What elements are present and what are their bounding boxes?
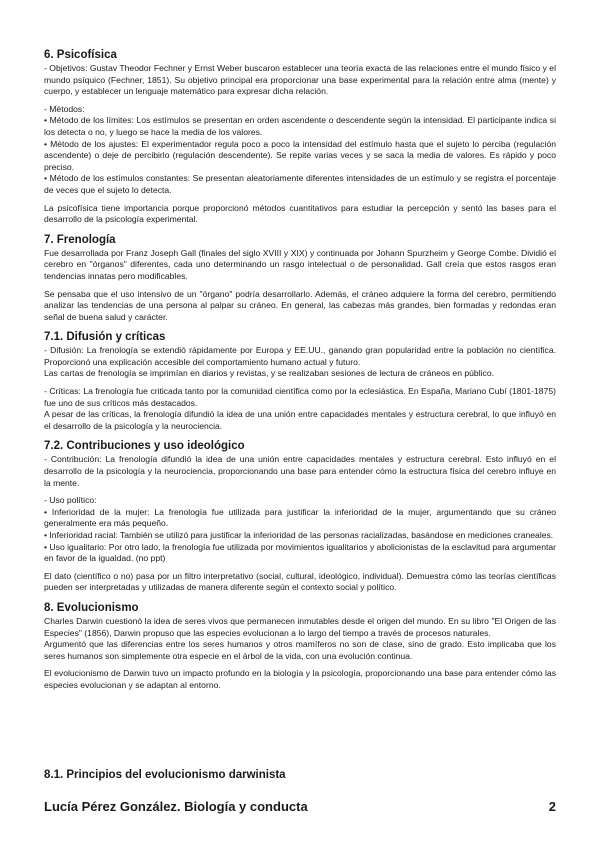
section-8-heading: 8. Evolucionismo bbox=[44, 601, 139, 614]
section-7-2-heading: 7.2. Contribuciones y uso ideológico bbox=[44, 440, 245, 453]
section-7-2-contribution: - Contribución: La frenología difundió la idea de una unión entre capacidades mentales y estructura cerebral. Esto influyó en el desarrollo de la psicología y la neurociencia, proporcionando una base para entender cómo la estructura física del cerebro influye en la mente. bbox=[44, 454, 556, 488]
section-7-2-egalitarian: • Uso igualitario: Por otro lado, la frenología fue utilizada por movimientos igualitarios y abolicionistas de la esclavitud para argumentar en favor de la igualdad. (no ppt) bbox=[44, 541, 556, 564]
section-6-conclusion: La psicofísica tiene importancia porque proporcionó métodos cuantitativos para estudiar la percepción y sentó las bases para el desarrollo de la psicología experimental. bbox=[44, 202, 556, 225]
section-7-1-diffusion: - Difusión: La frenología se extendió rápidamente por Europa y EE.UU., ganando gran popularidad entre la población no científica. Proporcionó una explicación accesible del comportamiento humano actual y futuro. bbox=[44, 345, 556, 367]
section-8-paragraph-3: El evolucionismo de Darwin tuvo un impacto profundo en la biología y la psicología, proporcionando una base para entender cómo las especies evolucionan y se adaptan al entorno. bbox=[44, 668, 556, 690]
footer-author: Lucía Pérez González. Biología y conducta bbox=[44, 799, 308, 814]
section-7-1-influence: A pesar de las críticas, la frenología difundió la idea de una unión entre capacidades mentales y estructura cerebral, lo que influyó en el desarrollo de la psicología y la neurociencia. bbox=[44, 409, 556, 431]
section-6-methods-label: - Métodos: bbox=[44, 103, 85, 114]
page-number: 2 bbox=[548, 799, 556, 814]
section-8-paragraph-2: Argumentó que las diferencias entre los seres humanos y otros mamíferos no son de clase, sino de grado. Esto implicaba que los seres humanos son simplemente otra especie en el árbol de la vida, con una evolución continua. bbox=[44, 639, 556, 661]
section-7-paragraph-1: Fue desarrollada por Franz Joseph Gall (finales del siglo XVIII y XIX) y continuada por Johann Spurzheim y George Combe. Dividió el cerebro en "órganos" diferentes, cada uno determinando un rasgo intelectual o de personalidad. Gall creía que estos rasgos eran tendencias innatas pero modificables. bbox=[44, 247, 556, 281]
section-6-method-adjustments: • Método de los ajustes: El experimentador regula poco a poco la intensidad del estímulo hasta que el sujeto lo perciba (regulación ascendente) o deje de percibirlo (regulación descendente). Se repite varias veces y se saca la media de valores. Es rápido y poco preciso. bbox=[44, 138, 556, 172]
section-7-2-political-label: - Uso político: bbox=[44, 495, 97, 506]
section-7-2-racial: • Inferioridad racial: También se utilizó para justificar la inferioridad de las personas racializadas, basándose en mediciones craneales. bbox=[44, 530, 554, 540]
section-8-1-heading: 8.1. Principios del evolucionismo darwinista bbox=[44, 769, 286, 781]
section-6-objectives: - Objetivos: Gustav Theodor Fechner y Ernst Weber buscaron establecer una teoría exacta de las relaciones entre el mundo físico y el mundo psíquico (Fechner, 1851). Su objetivo principal era proporcionar una base experimental para la relación entre alma (mente) y cuerpo, y establecer un lenguaje matemático para expresar dicha relación. bbox=[44, 63, 556, 97]
section-7-1-criticism: - Críticas: La frenología fue criticada tanto por la comunidad científica como por la eclesiástica. En España, Mariano Cubí (1801-1875) fue uno de sus críticos más destacados. bbox=[44, 386, 556, 408]
section-7-1-diffusion-cards: Las cartas de frenología se imprimían en diarios y revistas, y se realizaban sesiones de lectura de cráneos en público. bbox=[44, 368, 494, 379]
section-7-paragraph-2: Se pensaba que el uso intensivo de un "órgano" podría desarrollarlo. Además, el cráneo adquiere la forma del cerebro, permitiendo analizar las tendencias de una persona al palpar su cráneo. En general, las cabezas más grandes, bien formadas y redondas eran señal de buena salud y carácter. bbox=[44, 288, 556, 322]
section-6-method-constant: • Método de los estímulos constantes: Se presentan aleatoriamente diferentes intensidades de un estímulo y se registra el porcentaje de veces que el sujeto lo detecta. bbox=[44, 173, 556, 195]
section-8-paragraph-1: Charles Darwin cuestionó la idea de seres vivos que permanecen inmutables desde el origen del mundo. En su libro "El Origen de las Especies" (1856), Darwin propuso que las especies evolucionan a lo largo del tiempo a través de procesos naturales. bbox=[44, 615, 556, 638]
section-7-2-women: • Inferioridad de la mujer: La frenología fue utilizada para justificar la inferioridad de la mujer, argumentando que su cráneo generalmente era más pequeño. bbox=[44, 506, 556, 529]
section-7-2-conclusion: El dato (científico o no) pasa por un filtro interpretativo (social, cultural, ideológico, individual). Demuestra cómo las teorías científicas pueden ser interpretadas y utilizadas de manera diferente según el contexto social y político. bbox=[44, 570, 556, 593]
section-7-heading: 7. Frenología bbox=[44, 233, 116, 246]
page-footer bbox=[44, 799, 556, 814]
section-7-1-heading: 7.1. Difusión y críticas bbox=[44, 331, 166, 344]
page-content bbox=[44, 49, 556, 692]
section-6-heading: 6. Psicofísica bbox=[44, 49, 117, 61]
section-6-method-limits: • Método de los límites: Los estímulos se presentan en orden ascendente o descendente según la intensidad. El participante indica si los detecta o no, y luego se hace la media de los valores. bbox=[44, 115, 556, 137]
